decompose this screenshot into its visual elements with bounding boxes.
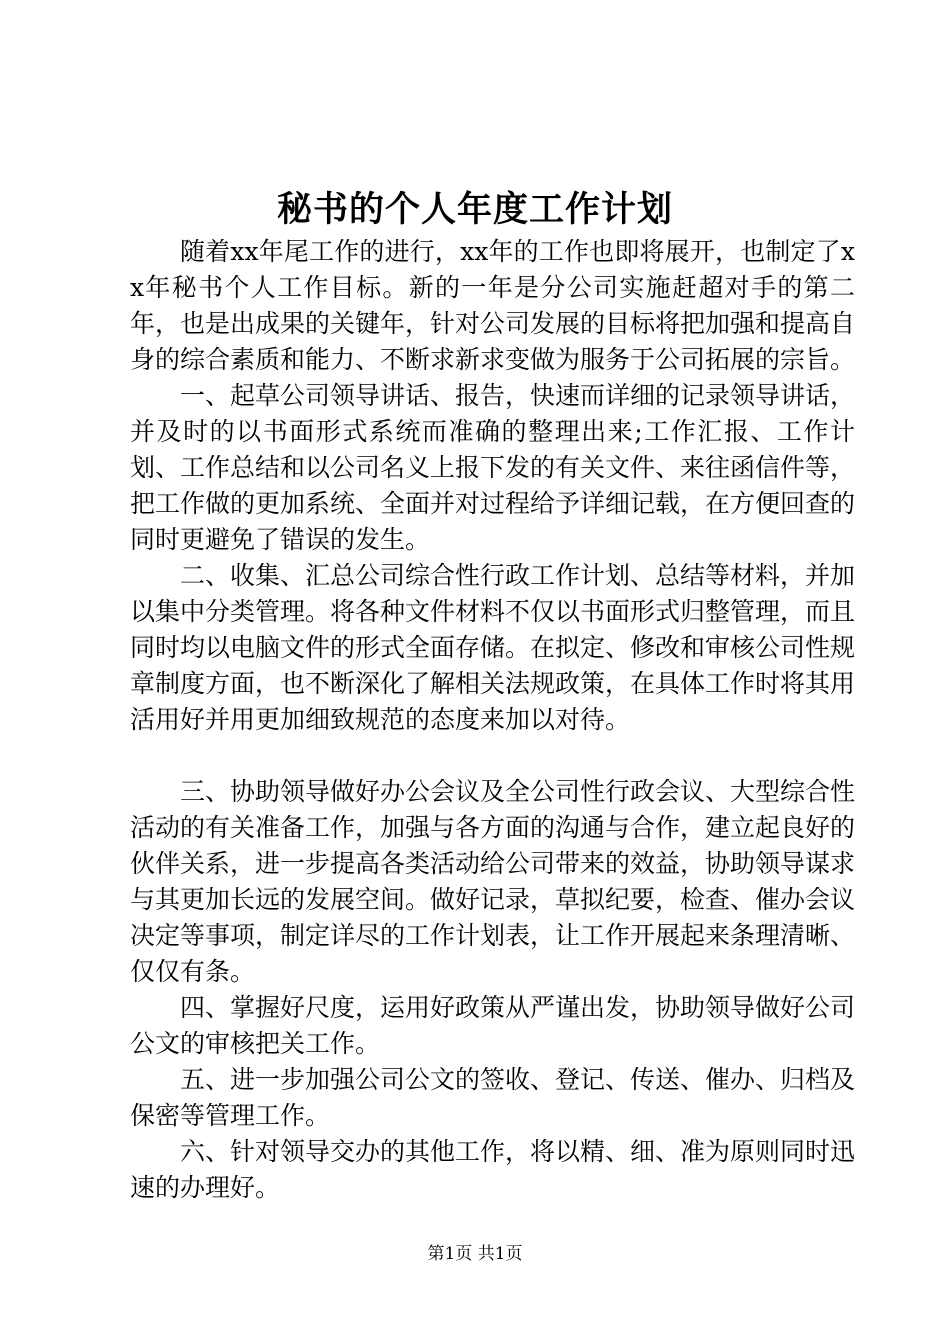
paragraph-item-6: 六、针对领导交办的其他工作，将以精、细、准为原则同时迅速的办理好。 (130, 1137, 856, 1202)
paragraph-item-2: 二、收集、汇总公司综合性行政工作计划、总结等材料，并加以集中分类管理。将各种文件材料不仅以书面形式归整管理，而且同时均以电脑文件的形式全面存储。在拟定、修改和审核公司性规章制度方面，也不断深化了解相关法规政策，在具体工作时将其用活用好并用更加细致规范的态度来加以对待。 (130, 561, 856, 734)
document-body (130, 234, 855, 1206)
paragraph-item-4: 四、掌握好尺度，运用好政策从严谨出发，协助领导做好公司公文的审核把关工作。 (130, 993, 856, 1058)
paragraph-intro: 随着xx年尾工作的进行，xx年的工作也即将展开，也制定了xx年秘书个人工作目标。新的一年是分公司实施赶超对手的第二年，也是出成果的关键年，针对公司发展的目标将把加强和提高自身的综合素质和能力、不断求新求变做为服务于公司拓展的宗旨。 (130, 237, 856, 374)
page-number-footer: 第1页 共1页 (427, 1244, 523, 1264)
paragraph-item-1: 一、起草公司领导讲话、报告，快速而详细的记录领导讲话，并及时的以书面形式系统而准确的整理出来;工作汇报、工作计划、工作总结和以公司名义上报下发的有关文件、来往函信件等，把工作做的更加系统、全面并对过程给予详细记载，在方便回查的同时更避免了错误的发生。 (130, 381, 856, 554)
paragraph-item-5: 五、进一步加强公司公文的签收、登记、传送、催办、归档及保密等管理工作。 (130, 1065, 856, 1130)
document-title: 秘书的个人年度工作计划 (276, 189, 673, 230)
paragraph-item-3: 三、协助领导做好办公会议及全公司性行政会议、大型综合性活动的有关准备工作，加强与各方面的沟通与合作，建立起良好的伙伴关系，进一步提高各类活动给公司带来的效益，协助领导谋求与其更加长远的发展空间。做好记录，草拟纪要，检查、催办会议决定等事项，制定详尽的工作计划表，让工作开展起来条理清晰、仅仅有条。 (130, 777, 856, 986)
